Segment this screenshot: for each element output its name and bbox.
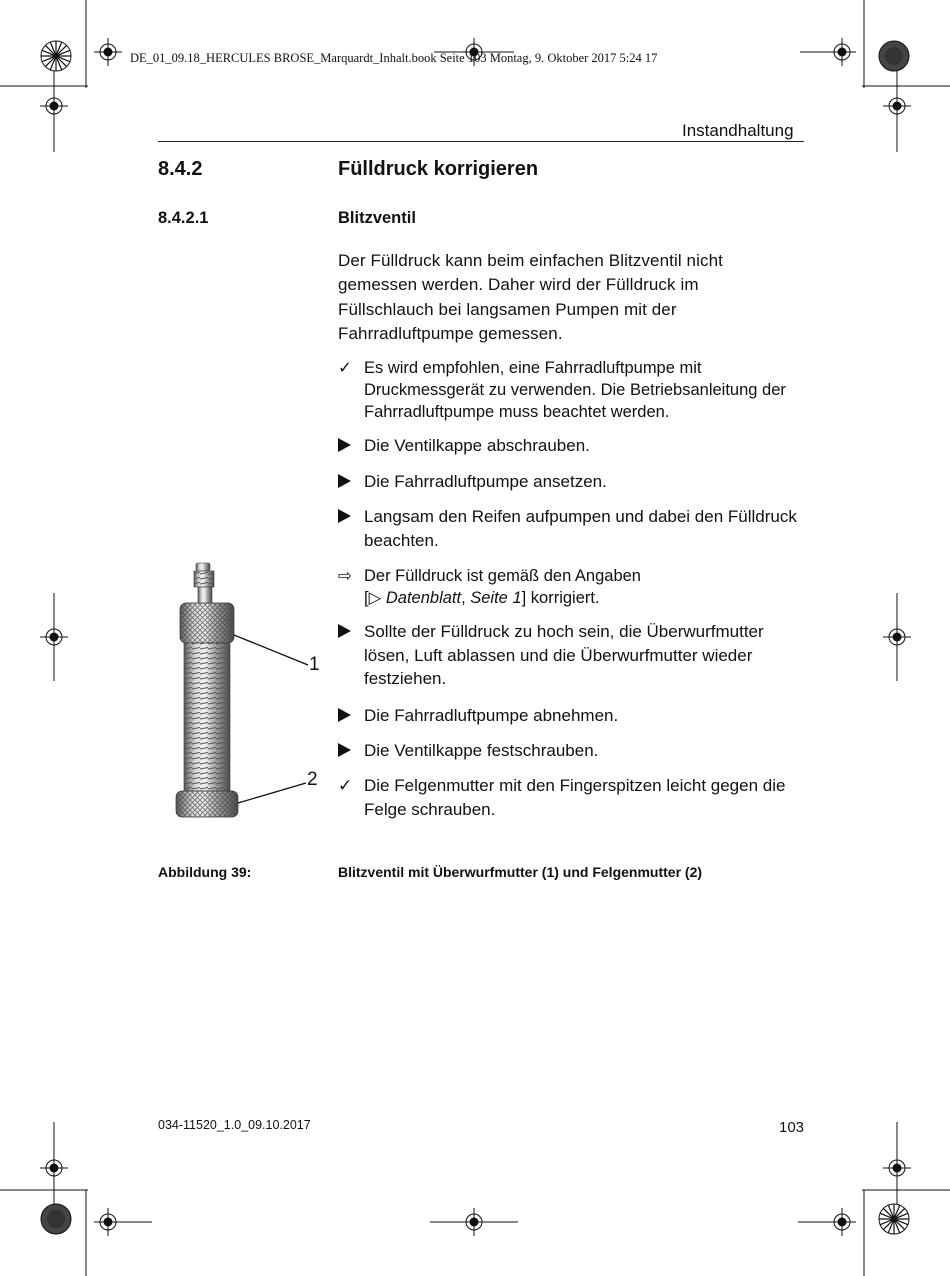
action-triangle-icon (338, 739, 360, 764)
check-icon: ✓ (338, 359, 352, 377)
heading-title: Fülldruck korrigieren (338, 158, 539, 180)
callout-leader-2 (238, 783, 306, 803)
heading-number: 8.4.2 (158, 158, 203, 180)
figure-caption: Blitzventil mit Überwurfmutter (1) und Felgenmutter (2) (338, 864, 703, 880)
step-text: Der Fülldruck ist gemäß den Angaben [▷ Datenblatt, Seite 1] korrigiert. (364, 567, 641, 607)
step-text: Es wird empfohlen, eine Fahrradluftpumpe mit Druckmessgerät zu verwenden. Die Betriebsanleitung der Fahrradluftpumpe muss beachtet werden. (364, 359, 786, 421)
subheading-number: 8.4.2.1 (158, 209, 209, 227)
step-text: Die Felgenmutter mit den Fingerspitzen leicht gegen die Felge schrauben. (364, 776, 786, 819)
check-icon: ✓ (338, 776, 353, 795)
action-triangle-icon (338, 434, 360, 459)
footer-doc-id: 034-11520_1.0_09.10.2017 (158, 1118, 311, 1132)
step-text: Die Ventilkappe festschrauben. (364, 741, 599, 760)
step-text: Die Fahrradluftpumpe abnehmen. (364, 706, 619, 725)
action-triangle-icon (338, 704, 360, 729)
result-arrow-icon: ⇨ (338, 567, 352, 585)
step-text: Die Fahrradluftpumpe ansetzen. (364, 472, 607, 491)
datasheet-link[interactable]: Datenblatt, Seite 1 (385, 589, 522, 607)
action-triangle-icon (338, 470, 360, 495)
print-info-line: DE_01_09.18_HERCULES BROSE_Marquardt_Inhalt.book Seite 103 Montag, 9. Oktober 2017 5:24 17 (130, 51, 658, 65)
step-text: Sollte der Fülldruck zu hoch sein, die Überwurfmutter lösen, Luft ablassen und die Überwurfmutter wieder festziehen. (364, 622, 764, 688)
step-text: Die Ventilkappe abschrauben. (364, 436, 590, 455)
callout-2: 2 (307, 769, 318, 790)
page-number: 103 (779, 1119, 805, 1136)
header-rule (158, 141, 804, 142)
action-triangle-icon (338, 620, 360, 645)
action-triangle-icon (338, 505, 360, 530)
intro-paragraph: Der Fülldruck kann beim einfachen Blitzventil nicht gemessen werden. Daher wird der Fülldruck im Füllschlauch bei langsamen Pumpen mit der Fahrradluftpumpe gemessen. (338, 251, 723, 343)
section-header: Instandhaltung (682, 121, 794, 140)
subheading-title: Blitzventil (338, 209, 416, 227)
callout-leader-1 (234, 635, 308, 665)
step-text: Langsam den Reifen aufpumpen und dabei den Fülldruck beachten. (364, 507, 797, 550)
figure-label: Abbildung 39: (158, 864, 252, 880)
callout-1: 1 (309, 654, 320, 675)
